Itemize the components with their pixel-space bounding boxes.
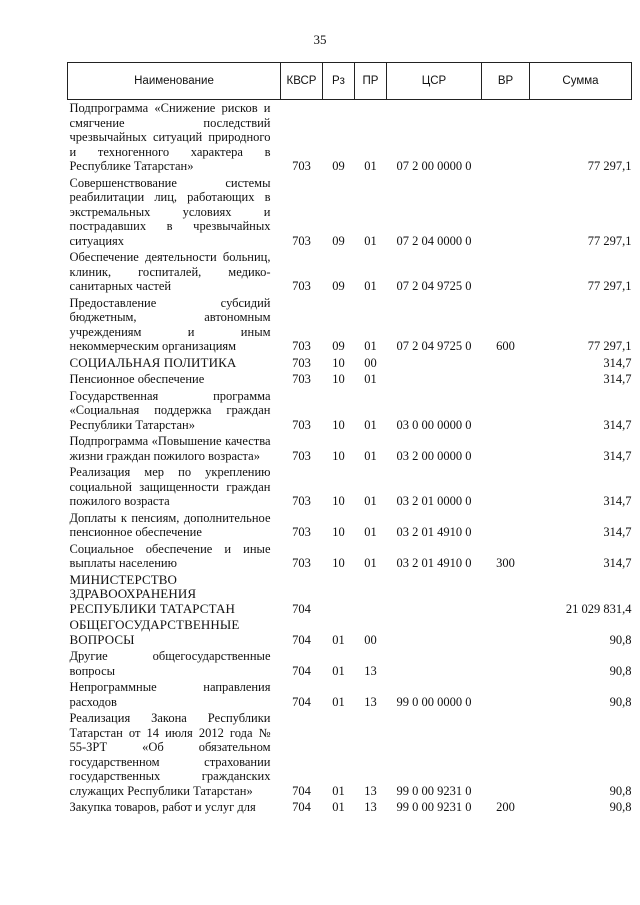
cell-vr: 300 [496,556,515,570]
cell-vr [482,100,530,175]
cell-vr [482,679,530,710]
cell-pr: 01 [364,233,377,248]
cell-kvsr: 704 [292,800,311,814]
cell-csr: 07 2 04 0000 0 [396,233,472,248]
cell-kvsr: 703 [292,494,311,508]
cell-pr: 13 [364,663,377,678]
cell-csr [387,617,482,648]
cell-kvsr: 704 [292,632,311,647]
table-row [68,355,632,372]
cell-name: Другие общегосударственные вопросы [69,649,271,678]
cell-kvsr: 703 [292,372,311,386]
cell-pr: 01 [364,525,377,539]
table-row [68,100,632,175]
header-vr: ВР [482,63,530,100]
cell-vr [482,710,530,799]
cell-rz: 10 [332,525,345,539]
cell-vr [482,648,530,679]
header-pr: ПР [355,63,387,100]
cell-kvsr: 703 [292,556,311,570]
cell-sum: 90,8 [609,632,632,647]
table-row [68,433,632,464]
cell-name: Пенсионное обеспечение [69,372,205,386]
table-row [68,799,632,816]
cell-pr: 13 [364,694,377,709]
cell-kvsr: 704 [292,601,311,616]
cell-pr: 00 [364,632,377,647]
cell-csr: 03 2 00 0000 0 [396,448,472,463]
cell-rz: 10 [332,417,345,432]
table-row [68,295,632,355]
cell-vr [482,371,530,388]
cell-pr: 00 [364,355,377,370]
cell-sum: 314,7 [603,494,632,508]
cell-name: Подпрограмма «Повышение качества жизни граждан пожилого возраста» [69,434,271,463]
cell-vr [482,388,530,434]
cell-csr: 99 0 00 9231 0 [396,783,472,798]
cell-sum: 314,7 [603,355,632,370]
cell-name: Реализация Закона Республики Татарстан от 14 июля 2012 года № 55-ЗРТ «Об обязательном государственном страховании государственных гражданских служащих Республики Татарстан» [69,711,271,798]
cell-name: Непрограммные направления расходов [69,680,271,709]
cell-sum: 90,8 [609,694,632,709]
table-body [68,100,632,816]
cell-rz: 09 [332,159,345,173]
cell-name: МИНИСТЕРСТВО ЗДРАВООХРАНЕНИЯ РЕСПУБЛИКИ ТАТАРСТАН [69,571,235,616]
cell-pr: 01 [364,417,377,432]
cell-vr [482,617,530,648]
cell-sum: 77 297,1 [587,159,632,173]
cell-csr: 03 2 01 0000 0 [396,494,472,508]
cell-rz: 01 [332,663,345,678]
cell-name: Реализация мер по укреплению социальной защищенности граждан пожилого возраста [69,465,271,508]
cell-sum: 314,7 [603,372,632,386]
cell-csr: 03 2 01 4910 0 [396,556,472,570]
cell-vr: 600 [496,339,515,353]
cell-name: Социальное обеспечение и иные выплаты населению [69,541,271,570]
cell-rz: 10 [332,556,345,570]
cell-rz [323,572,355,618]
cell-kvsr: 704 [292,694,311,709]
table-row [68,617,632,648]
cell-sum: 90,8 [609,800,632,814]
cell-name: СОЦИАЛЬНАЯ ПОЛИТИКА [69,354,237,370]
header-name: Наименование [68,63,281,100]
cell-csr [387,371,482,388]
table-row [68,510,632,541]
cell-rz: 09 [332,339,345,353]
cell-kvsr: 703 [292,159,311,173]
cell-name: Государственная программа «Социальная поддержка граждан Республики Татарстан» [69,388,271,432]
table-row [68,541,632,572]
cell-vr [482,464,530,510]
cell-name: Доплаты к пенсиям, дополнительное пенсионное обеспечение [69,510,271,539]
cell-kvsr: 704 [292,663,311,678]
budget-table [67,62,632,816]
table-row [68,388,632,434]
cell-kvsr: 703 [292,355,311,370]
table-row [68,648,632,679]
cell-pr: 01 [364,279,377,293]
cell-csr: 07 2 04 9725 0 [396,279,472,293]
cell-sum: 314,7 [603,417,632,432]
table-row [68,572,632,618]
cell-sum: 90,8 [609,783,632,798]
table-header-row [68,63,632,100]
cell-rz: 09 [332,279,345,293]
cell-sum: 90,8 [609,663,632,678]
cell-rz: 10 [332,448,345,463]
cell-sum: 77 297,1 [587,339,632,353]
cell-name: Предоставление субсидий бюджетным, автономным учреждениям и иным некоммерческим организациям [69,295,271,353]
cell-name: Закупка товаров, работ и услуг для [69,800,256,814]
cell-kvsr: 703 [292,525,311,539]
cell-name: Подпрограмма «Снижение рисков и смягчение последствий чрезвычайных ситуаций природного и техногенного характера в Республике Татарстан» [69,101,271,173]
table-row [68,371,632,388]
cell-csr [387,572,482,618]
cell-kvsr: 703 [292,417,311,432]
table-row [68,710,632,799]
cell-sum: 314,7 [603,556,632,570]
cell-sum: 21 029 831,4 [565,601,632,616]
cell-pr: 01 [364,159,377,173]
cell-kvsr: 703 [292,279,311,293]
cell-sum: 77 297,1 [587,233,632,248]
cell-vr [482,355,530,372]
header-csr: ЦСР [387,63,482,100]
cell-csr [387,355,482,372]
cell-name: Совершенствование системы реабилитации лиц, работающих в экстремальных условиях и пострадавших в чрезвычайных ситуациях [69,175,271,248]
cell-rz: 01 [332,694,345,709]
cell-name: Обеспечение деятельности больниц, клиник, госпиталей, медико-санитарных частей [69,250,271,293]
cell-pr: 13 [364,783,377,798]
cell-pr [355,572,387,618]
cell-csr [387,648,482,679]
cell-rz: 01 [332,632,345,647]
cell-rz: 01 [332,800,345,814]
cell-rz: 01 [332,783,345,798]
cell-pr: 13 [364,800,377,814]
cell-csr: 99 0 00 0000 0 [396,694,472,709]
cell-csr: 99 0 00 9231 0 [396,800,472,814]
cell-rz: 09 [332,233,345,248]
cell-csr: 03 0 00 0000 0 [396,417,472,432]
cell-name: ОБЩЕГОСУДАРСТВЕННЫЕ ВОПРОСЫ [69,617,240,647]
header-sum: Сумма [530,63,632,100]
cell-sum: 314,7 [603,448,632,463]
cell-rz: 10 [332,494,345,508]
cell-kvsr: 703 [292,233,311,248]
cell-vr [482,510,530,541]
cell-vr [482,249,530,295]
cell-csr: 03 2 01 4910 0 [396,525,472,539]
cell-pr: 01 [364,372,377,386]
header-kvsr: КВСР [281,63,323,100]
cell-rz: 10 [332,372,345,386]
cell-pr: 01 [364,494,377,508]
cell-sum: 314,7 [603,525,632,539]
table-row [68,175,632,250]
cell-vr [482,433,530,464]
cell-csr: 07 2 04 9725 0 [396,339,472,353]
cell-kvsr: 704 [292,783,311,798]
table-row [68,679,632,710]
page-number: 35 [313,32,327,47]
cell-kvsr: 703 [292,448,311,463]
cell-csr: 07 2 00 0000 0 [396,159,472,173]
cell-vr [482,572,530,618]
cell-kvsr: 703 [292,339,311,353]
cell-vr: 200 [496,800,515,814]
cell-vr [482,175,530,250]
header-rz: Рз [323,63,355,100]
cell-pr: 01 [364,556,377,570]
cell-rz: 10 [332,355,345,370]
cell-pr: 01 [364,339,377,353]
cell-sum: 77 297,1 [587,279,632,293]
table-row [68,249,632,295]
cell-pr: 01 [364,448,377,463]
table-row [68,464,632,510]
